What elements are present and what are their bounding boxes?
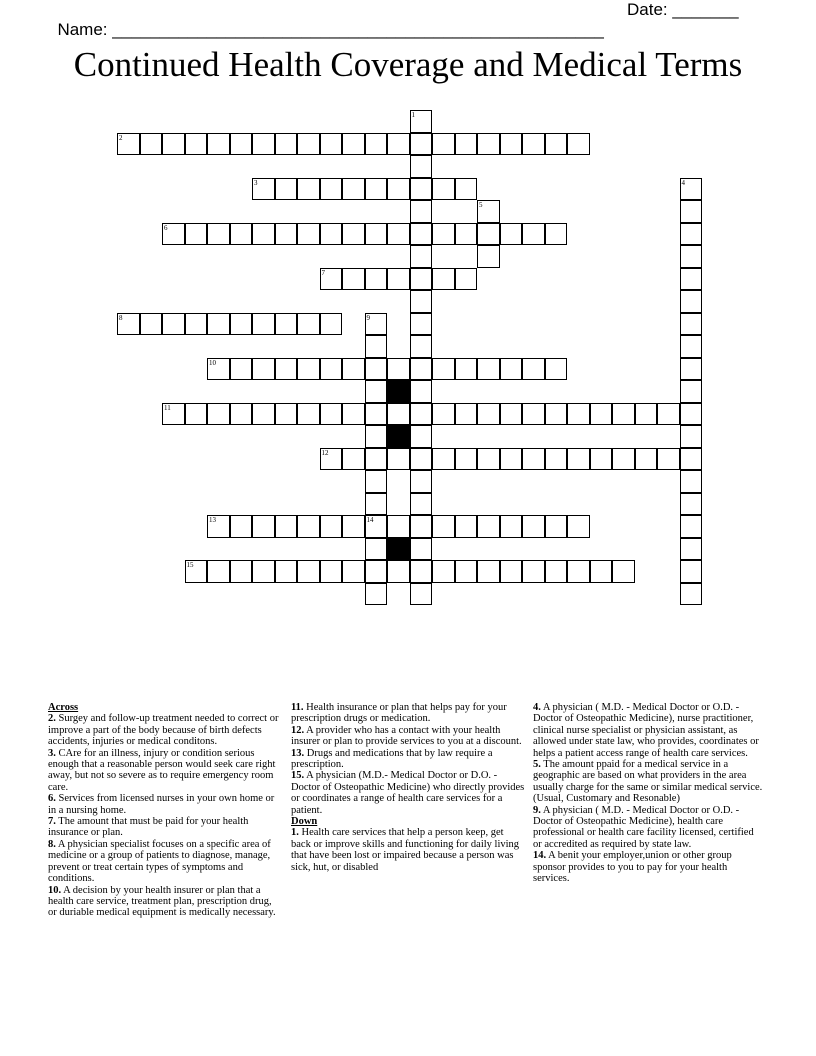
clue-number-label: 8 [119,313,123,322]
grid-cell[interactable] [252,515,275,538]
grid-cell[interactable] [320,515,343,538]
grid-cell[interactable] [612,448,635,471]
grid-cell[interactable] [477,403,500,426]
grid-cell[interactable] [432,515,455,538]
grid-cell[interactable] [432,268,455,291]
grid-cell[interactable] [500,133,523,156]
grid-cell[interactable] [567,403,590,426]
grid-cell[interactable] [680,245,703,268]
grid-block [387,380,410,403]
grid-cell[interactable] [680,358,703,381]
clue-number-label: 14 [366,516,374,524]
grid-cell[interactable] [477,245,500,268]
grid-cell[interactable] [590,403,613,426]
grid-cell[interactable] [140,313,163,336]
clue-number-label: 12 [321,448,329,457]
grid-cell[interactable] [252,403,275,426]
clue-number-label: 10 [209,358,216,367]
grid-cell[interactable] [410,155,433,178]
grid-cell[interactable] [275,560,298,583]
grid-cell[interactable] [477,515,500,538]
grid-cell[interactable] [140,133,163,156]
grid-cell[interactable] [477,358,500,381]
grid-cell[interactable] [185,403,208,426]
grid-cell[interactable] [320,133,343,156]
grid-cell[interactable] [455,223,478,246]
grid-cell[interactable] [635,403,658,426]
grid-cell[interactable] [410,110,433,133]
grid-cell[interactable] [252,178,275,201]
clue-across-8 [48,839,280,885]
clue-text: Health insurance or plan that helps pay for your prescription drugs or medication. [291,702,507,725]
grid-cell[interactable] [477,223,500,246]
grid-cell[interactable] [680,560,703,583]
date-field-label[interactable]: Date: _______ [627,0,739,19]
grid-cell[interactable] [230,358,253,381]
grid-cell[interactable] [590,448,613,471]
grid-cell[interactable] [545,515,568,538]
grid-cell[interactable] [207,358,230,381]
down-heading: Down [291,816,318,828]
clue-number: 9. [533,804,541,816]
grid-cell[interactable] [230,313,253,336]
grid-cell[interactable] [230,223,253,246]
clue-number: 8. [48,838,56,850]
clue-across-12 [291,725,525,748]
grid-cell[interactable] [207,313,230,336]
clue-across-6 [48,793,280,816]
clue-text: CAre for an illness, injury or condition serious enough that a reasonable person would seek care right away, but not so severe as to require emergency room care. [48,747,276,793]
grid-cell[interactable] [680,493,703,516]
clue-number: 4. [533,702,541,713]
grid-cell[interactable] [455,560,478,583]
grid-cell[interactable] [230,515,253,538]
grid-cell[interactable] [297,515,320,538]
clue-number-label: 7 [321,268,325,277]
clue-across-13 [291,748,525,771]
grid-cell[interactable] [252,133,275,156]
grid-cell[interactable] [342,223,365,246]
grid-cell[interactable] [387,515,410,538]
grid-cell[interactable] [365,380,388,403]
grid-cell[interactable] [320,178,343,201]
grid-cell[interactable] [320,403,343,426]
grid-cell[interactable] [207,133,230,156]
grid-cell[interactable] [342,403,365,426]
grid-cell[interactable] [410,335,433,358]
clue-text: Drugs and medications that by law require a prescription. [291,747,493,771]
grid-cell[interactable] [342,133,365,156]
grid-cell[interactable] [455,448,478,471]
grid-cell[interactable] [365,178,388,201]
grid-cell[interactable] [410,425,433,448]
across-heading: Across [48,702,79,713]
grid-cell[interactable] [455,515,478,538]
grid-cell[interactable] [500,358,523,381]
grid-cell[interactable] [207,515,230,538]
grid-cell[interactable] [252,223,275,246]
clue-across-10 [48,885,280,919]
grid-cell[interactable] [365,133,388,156]
clue-text: A decision by your health insurer or plan that a health care service, treatment plan, prescription drug, or duriable medical equipment is medically necessary. [48,884,276,919]
grid-cell[interactable] [410,403,433,426]
clue-number-label: 1 [411,111,415,119]
grid-cell[interactable] [342,268,365,291]
grid-cell[interactable] [477,200,500,223]
clue-number: 3. [48,747,56,759]
grid-cell[interactable] [432,358,455,381]
clue-number: 14. [533,850,547,862]
grid-cell[interactable] [365,538,388,561]
grid-cell[interactable] [387,178,410,201]
clue-number: 11. [291,702,304,713]
grid-cell[interactable] [567,560,590,583]
grid-cell[interactable] [635,448,658,471]
grid-cell[interactable] [522,515,545,538]
clue-column-3 [533,702,765,885]
grid-cell[interactable] [680,538,703,561]
grid-cell[interactable] [365,560,388,583]
clue-number: 13. [291,747,305,759]
grid-cell[interactable] [387,448,410,471]
grid-cell[interactable] [342,178,365,201]
grid-cell[interactable] [275,358,298,381]
grid-cell[interactable] [477,448,500,471]
clue-number-label: 3 [254,178,258,187]
clue-text: Health care services that help a person keep, get back or improve skills and functioning for daily living that have been lost or impaired because a person was sick, hut, or disabled [291,827,520,873]
grid-cell[interactable] [365,583,388,606]
clue-number-label: 4 [681,178,685,187]
clue-number-label: 5 [479,201,483,209]
grid-cell[interactable] [185,223,208,246]
grid-cell[interactable] [365,223,388,246]
clue-number-label: 11 [164,403,171,412]
grid-block [387,425,410,448]
grid-cell[interactable] [680,380,703,403]
grid-cell[interactable] [162,403,185,426]
grid-cell[interactable] [522,223,545,246]
clue-text: The amount ppaid for a medical service in a geographic are based on what providers in the area usually charge for the same or similar medical service. (Usual, Customary and Resonable) [533,759,763,805]
clue-down-4 [533,702,765,759]
grid-cell[interactable] [320,358,343,381]
grid-cell[interactable] [387,403,410,426]
grid-cell[interactable] [365,448,388,471]
clue-number-label: 6 [164,223,168,232]
clue-number: 7. [48,816,56,828]
grid-cell[interactable] [680,583,703,606]
grid-cell[interactable] [365,358,388,381]
grid-cell[interactable] [545,448,568,471]
grid-cell[interactable] [522,448,545,471]
grid-cell[interactable] [297,223,320,246]
grid-cell[interactable] [410,268,433,291]
grid-cell[interactable] [680,425,703,448]
name-field-label[interactable]: Name: ____________________________________________________ [57,20,604,39]
page-title: Continued Health Coverage and Medical Terms [73,45,743,84]
grid-cell[interactable] [612,403,635,426]
clue-text: The amount that must be paid for your health insurance or plan. [48,816,249,839]
grid-cell[interactable] [680,403,703,426]
clue-text: A provider who has a contact with your health insurer or plan to provide services to you at a discount. [291,724,522,748]
grid-cell[interactable] [432,448,455,471]
grid-cell[interactable] [410,358,433,381]
grid-cell[interactable] [567,133,590,156]
grid-cell[interactable] [410,538,433,561]
grid-cell[interactable] [387,358,410,381]
clue-text: Services from licensed nurses in your own home or in a nursing home. [48,793,275,816]
clue-across-15 [291,770,525,816]
grid-cell[interactable] [500,223,523,246]
grid-cell[interactable] [297,178,320,201]
grid-cell[interactable] [410,380,433,403]
grid-cell[interactable] [275,313,298,336]
grid-cell[interactable] [545,403,568,426]
clue-number-label: 15 [186,561,194,569]
grid-cell[interactable] [230,403,253,426]
grid-cell[interactable] [365,268,388,291]
grid-cell[interactable] [117,133,140,156]
grid-cell[interactable] [320,448,343,471]
grid-cell[interactable] [500,560,523,583]
grid-cell[interactable] [410,313,433,336]
grid-cell[interactable] [410,493,433,516]
clue-across-11 [291,702,525,725]
grid-cell[interactable] [162,313,185,336]
grid-cell[interactable] [162,133,185,156]
grid-cell[interactable] [365,313,388,336]
grid-cell[interactable] [365,515,388,538]
grid-cell[interactable] [680,268,703,291]
grid-cell[interactable] [567,515,590,538]
grid-cell[interactable] [275,178,298,201]
grid-cell[interactable] [500,515,523,538]
clue-column-2 [291,702,525,873]
grid-cell[interactable] [297,133,320,156]
clue-number: 15. [291,770,305,782]
grid-cell[interactable] [410,448,433,471]
grid-cell[interactable] [320,223,343,246]
grid-cell[interactable] [297,560,320,583]
grid-cell[interactable] [365,470,388,493]
grid-cell[interactable] [275,403,298,426]
grid-cell[interactable] [252,313,275,336]
clue-down-1 [291,827,525,873]
clue-column-1 [48,702,280,919]
clue-text: A benit your employer,union or other group sponsor provides to you to pay for your health services. [533,850,732,885]
grid-cell[interactable] [455,178,478,201]
grid-cell[interactable] [522,403,545,426]
grid-cell[interactable] [522,358,545,381]
grid-block [387,538,410,561]
grid-cell[interactable] [297,313,320,336]
grid-cell[interactable] [455,268,478,291]
grid-cell[interactable] [500,403,523,426]
grid-cell[interactable] [657,448,680,471]
grid-cell[interactable] [680,448,703,471]
grid-cell[interactable] [567,448,590,471]
grid-cell[interactable] [432,178,455,201]
grid-cell[interactable] [230,133,253,156]
grid-cell[interactable] [410,133,433,156]
grid-cell[interactable] [387,268,410,291]
grid-cell[interactable] [320,560,343,583]
clue-across-3 [48,748,280,794]
clue-number: 2. [48,713,56,725]
grid-cell[interactable] [342,515,365,538]
grid-cell[interactable] [612,560,635,583]
clue-number: 5. [533,759,541,771]
grid-cell[interactable] [680,290,703,313]
grid-cell[interactable] [410,290,433,313]
grid-cell[interactable] [522,133,545,156]
grid-cell[interactable] [230,560,253,583]
grid-cell[interactable] [185,560,208,583]
grid-cell[interactable] [410,178,433,201]
grid-cell[interactable] [545,223,568,246]
grid-cell[interactable] [680,223,703,246]
grid-cell[interactable] [680,335,703,358]
grid-cell[interactable] [455,358,478,381]
grid-cell[interactable] [455,133,478,156]
grid-cell[interactable] [252,358,275,381]
grid-cell[interactable] [432,133,455,156]
clue-number-label: 13 [209,516,216,524]
grid-cell[interactable] [365,403,388,426]
clue-text: Surgey and follow-up treatment needed to correct or improve a part of the body because of birth defects accidents, injuries or medical conditons. [48,713,279,748]
clue-number: 6. [48,793,56,805]
grid-cell[interactable] [680,313,703,336]
grid-cell[interactable] [275,133,298,156]
clue-text: A physician ( M.D. - Medical Doctor or O.D. - Doctor of Osteopathic Medicine), nurse practitioner, clinical nurse specialist or physician assistant, as allowed under state law, who provides, coordinates or helps a patient access range of health care services. [533,702,759,759]
grid-cell[interactable] [185,313,208,336]
clue-across-7 [48,816,280,839]
grid-cell[interactable] [275,223,298,246]
grid-cell[interactable] [297,358,320,381]
grid-cell[interactable] [432,560,455,583]
clue-down-14 [533,850,765,884]
grid-cell[interactable] [432,403,455,426]
grid-cell[interactable] [477,133,500,156]
grid-cell[interactable] [387,223,410,246]
grid-cell[interactable] [207,223,230,246]
grid-cell[interactable] [387,560,410,583]
grid-cell[interactable] [410,245,433,268]
clue-number-label: 9 [366,313,370,322]
grid-cell[interactable] [207,403,230,426]
clue-number-label: 2 [119,133,123,142]
grid-cell[interactable] [657,403,680,426]
grid-cell[interactable] [275,515,298,538]
grid-cell[interactable] [342,358,365,381]
grid-cell[interactable] [162,223,185,246]
grid-cell[interactable] [500,448,523,471]
grid-cell[interactable] [455,403,478,426]
grid-cell[interactable] [477,560,500,583]
clue-text: A physician specialist focuses on a specific area of medicine or a group of patients to diagnose, manage, prevent or treat certain types of symptoms and conditions. [48,838,271,885]
clue-number: 1. [291,827,299,839]
grid-cell[interactable] [545,133,568,156]
grid-cell[interactable] [680,178,703,201]
clue-number: 12. [291,724,305,736]
grid-cell[interactable] [297,403,320,426]
grid-cell[interactable] [432,223,455,246]
grid-cell[interactable] [365,493,388,516]
grid-cell[interactable] [365,425,388,448]
grid-cell[interactable] [545,560,568,583]
grid-cell[interactable] [680,200,703,223]
grid-cell[interactable] [342,560,365,583]
grid-cell[interactable] [410,223,433,246]
grid-cell[interactable] [185,133,208,156]
clue-text: A physician ( M.D. - Medical Doctor or O.D. - Doctor of Osteopathic Medicine), health care professional or health care facility licensed, certified or accredited as required by state law. [533,804,754,850]
grid-cell[interactable] [365,335,388,358]
grid-cell[interactable] [410,515,433,538]
grid-cell[interactable] [410,560,433,583]
clue-across-2 [48,713,280,747]
clue-text: A physician (M.D.- Medical Doctor or D.O. - Doctor of Osteopathic Medicine) who directly provides or coordinates a range of health care services for a patient. [291,770,525,816]
grid-cell[interactable] [545,358,568,381]
grid-cell[interactable] [320,313,343,336]
grid-cell[interactable] [410,583,433,606]
grid-cell[interactable] [387,133,410,156]
grid-cell[interactable] [117,313,140,336]
clue-down-5 [533,759,765,805]
grid-cell[interactable] [410,470,433,493]
grid-cell[interactable] [207,560,230,583]
grid-cell[interactable] [680,470,703,493]
grid-cell[interactable] [680,515,703,538]
clue-number: 10. [48,884,62,896]
grid-cell[interactable] [320,268,343,291]
grid-cell[interactable] [342,448,365,471]
clue-down-9 [533,805,765,851]
grid-cell[interactable] [410,200,433,223]
grid-cell[interactable] [522,560,545,583]
grid-cell[interactable] [252,560,275,583]
grid-cell[interactable] [590,560,613,583]
